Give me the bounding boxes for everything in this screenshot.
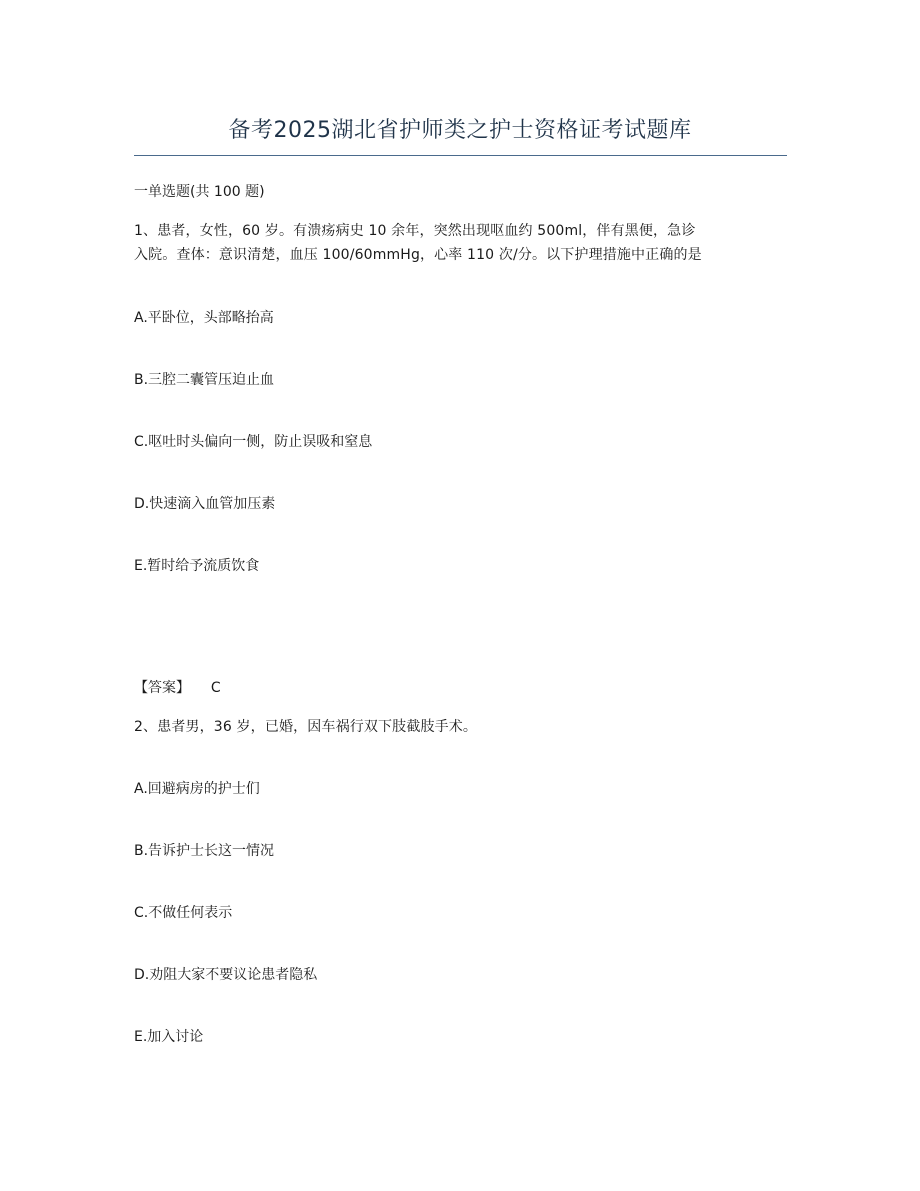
question-2-option-b: B.告诉护士长这一情况 — [134, 843, 275, 859]
question-1-option-a: A.平卧位，头部略抬高 — [134, 310, 274, 326]
question-1-stem-line-2: 入院。查体：意识清楚，血压 100/60mmHg，心率 110 次/分。以下护理措施中正确的是 — [134, 247, 702, 263]
question-2-option-d: D.劝阻大家不要议论患者隐私 — [134, 967, 318, 983]
answer-value: C — [210, 680, 221, 696]
question-2-option-c: C.不做任何表示 — [134, 905, 233, 921]
question-2-stem-line-1: 2、患者男，36 岁，已婚，因车祸行双下肢截肢手术。 — [134, 719, 478, 735]
question-1-option-d: D.快速滴入血管加压素 — [134, 496, 276, 512]
question-1-option-c: C.呕吐时头偏向一侧，防止误吸和窒息 — [134, 434, 373, 450]
question-1-option-b: B.三腔二囊管压迫止血 — [134, 372, 275, 388]
section-label: 一单选题(共 100 题) — [134, 184, 265, 200]
answer-label: 【答案】 — [134, 680, 190, 696]
question-2-option-a: A.回避病房的护士们 — [134, 781, 260, 797]
title-divider — [134, 155, 787, 156]
question-1-answer — [134, 678, 221, 698]
question-2-option-e: E.加入讨论 — [134, 1029, 204, 1045]
page-title: 备考2025湖北省护师类之护士资格证考试题库 — [228, 118, 692, 143]
question-1-option-e: E.暂时给予流质饮食 — [134, 558, 260, 574]
question-1-stem-line-1: 1、患者，女性，60 岁。有溃疡病史 10 余年，突然出现呕血约 500ml，伴有黑便，急诊 — [134, 223, 696, 239]
